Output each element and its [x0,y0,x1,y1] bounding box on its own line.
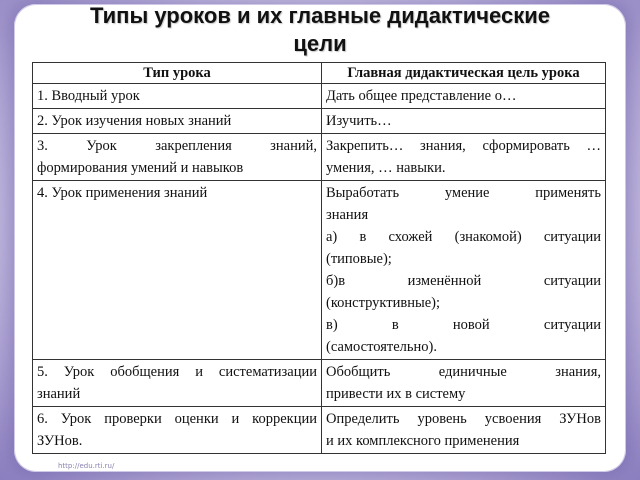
table-row [33,134,606,181]
didactic-goal-cell-line: Обобщить единичные знания, [326,364,601,380]
didactic-goal-cell [322,134,606,181]
lesson-type-cell [33,109,322,134]
didactic-goal-cell-line: привести их в систему [326,386,466,402]
table-row [33,109,606,134]
lesson-type-cell-line: 6. Урок проверки оценки и коррекции [37,411,317,427]
lesson-type-cell [33,134,322,181]
didactic-goal-cell-line: б)в изменённой ситуации [326,273,601,289]
column-header-didactic-goal: Главная дидактическая цель урока [322,63,606,84]
title-line-1: Типы уроков и их главные дидактические [90,3,550,28]
lesson-type-cell-line: 2. Урок изучения новых знаний [37,113,232,129]
didactic-goal-cell-line: а) в схожей (знакомой) ситуации [326,229,601,245]
lesson-type-cell-line: 5. Урок обобщения и систематизации [37,364,317,380]
didactic-goal-cell-line: Определить уровень усвоения ЗУНов [326,411,601,427]
table-row [33,360,606,407]
didactic-goal-cell-line: Выработать умение применять [326,185,601,201]
source-watermark: http://edu.rti.ru/ [58,462,115,470]
lesson-type-cell [33,84,322,109]
table-row [33,181,606,360]
didactic-goal-cell-line: умения, … навыки. [326,160,446,176]
table-body [33,84,606,454]
lesson-type-cell-line: 1. Вводный урок [37,88,140,104]
didactic-goal-cell [322,109,606,134]
lesson-type-cell-line: 4. Урок применения знаний [37,185,208,201]
didactic-goal-cell [322,181,606,360]
didactic-goal-cell-line: Закрепить… знания, сформировать … [326,138,601,154]
lesson-type-cell [33,407,322,454]
lesson-type-cell-line: формирования умений и навыков [37,160,244,176]
didactic-goal-cell [322,84,606,109]
lesson-type-cell-line: ЗУНов. [37,433,83,449]
didactic-goal-cell-line: знания [326,207,369,223]
page-title [20,2,620,58]
didactic-goal-cell-line: (типовые); [326,251,392,267]
didactic-goal-cell [322,360,606,407]
didactic-goal-cell-line: (конструктивные); [326,295,440,311]
table-row [33,84,606,109]
didactic-goal-cell-line: и их комплексного применения [326,433,520,449]
lesson-type-cell [33,360,322,407]
lesson-type-cell-line: знаний [37,386,81,402]
table-header-row [33,63,606,84]
title-line-2: цели [293,31,347,56]
table-row [33,407,606,454]
didactic-goal-cell-line: в) в новой ситуации [326,317,601,333]
lesson-types-table [32,62,606,454]
didactic-goal-cell-line: Дать общее представление о… [326,88,517,104]
didactic-goal-cell [322,407,606,454]
column-header-lesson-type: Тип урока [33,63,322,84]
didactic-goal-cell-line: (самостоятельно). [326,339,437,355]
didactic-goal-cell-line: Изучить… [326,113,392,129]
lesson-type-cell-line: 3. Урок закрепления знаний, [37,138,317,154]
lesson-type-cell [33,181,322,360]
